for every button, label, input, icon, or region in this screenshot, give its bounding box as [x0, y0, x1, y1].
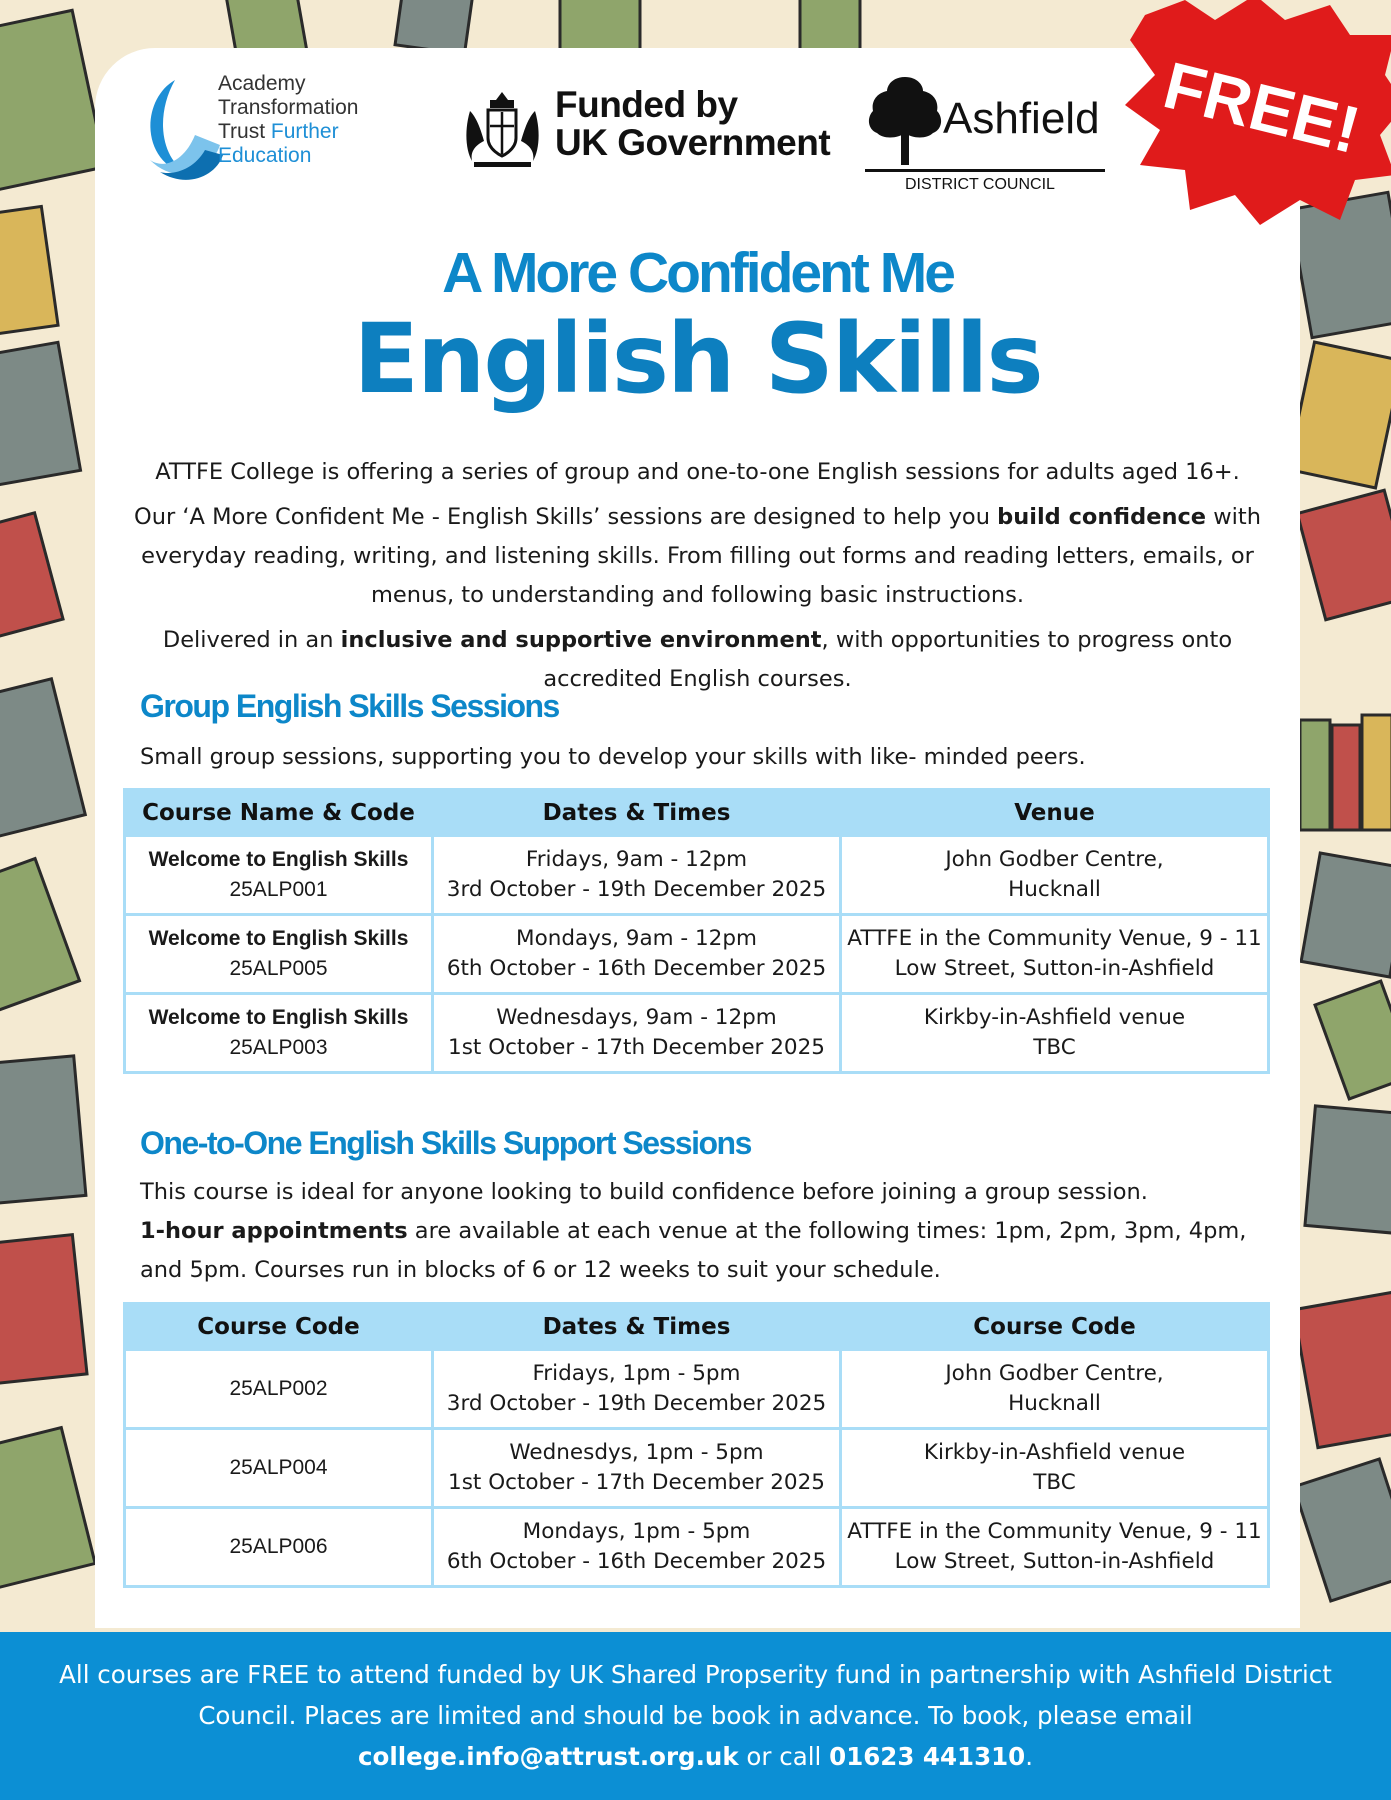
- session-time: Wednesdys, 1pm - 5pm: [509, 1440, 764, 1465]
- tree-icon: [865, 72, 945, 167]
- venue-cell: [841, 1429, 1269, 1508]
- attfe-logo: [135, 60, 435, 205]
- venue-line-1: ATTFE in the Community Venue, 9 - 11: [847, 926, 1262, 951]
- table-row: [125, 836, 1269, 915]
- footer-email-link[interactable]: college.info@attrust.org.uk: [357, 1742, 739, 1771]
- venue-cell: [841, 1508, 1269, 1587]
- course-code: 25ALP003: [229, 1036, 328, 1059]
- group-sessions-description: [140, 738, 1270, 777]
- column-header: Course Name & Code: [125, 790, 433, 836]
- dates-cell: [433, 1350, 841, 1429]
- session-dates: 6th October - 16th December 2025: [446, 1549, 827, 1574]
- footer-text: [0, 1632, 1391, 1777]
- venue-line-1: ATTFE in the Community Venue, 9 - 11: [847, 1519, 1262, 1544]
- one-desc-bold: 1-hour appointments: [140, 1218, 408, 1244]
- column-header: Venue: [841, 790, 1269, 836]
- group-desc-text: Small group sessions, supporting you to develop your skills with like- minded peers.: [140, 744, 1086, 770]
- course-code: 25ALP001: [229, 878, 328, 901]
- venue-line-2: Hucknall: [1008, 877, 1101, 902]
- column-header: Course Code: [125, 1304, 433, 1350]
- course-name: Welcome to English Skills: [148, 848, 409, 871]
- venue-line-1: Kirkby-in-Ashfield venue: [923, 1005, 1186, 1030]
- dates-cell: [433, 994, 841, 1073]
- session-time: Mondays, 9am - 12pm: [516, 926, 757, 951]
- venue-line-1: John Godber Centre,: [945, 1361, 1164, 1386]
- table-header-row: [125, 1304, 1269, 1350]
- council-subtitle: DISTRICT COUNCIL: [905, 176, 1055, 193]
- footer-banner: [0, 1632, 1391, 1800]
- course-code-cell: 25ALP002: [125, 1350, 433, 1429]
- course-name: Welcome to English Skills: [148, 1006, 409, 1029]
- intro-p2-bold: build confidence: [997, 504, 1207, 530]
- one-to-one-description: [140, 1173, 1270, 1290]
- footer-end: .: [1025, 1742, 1034, 1771]
- intro-p3-end: , with opportunities to progress onto accredited English courses.: [543, 627, 1233, 692]
- one-desc-line-2: [140, 1212, 1270, 1290]
- dates-cell: [433, 836, 841, 915]
- intro-p3-bold: inclusive and supportive environment: [340, 627, 822, 653]
- venue-cell: [841, 994, 1269, 1073]
- intro-paragraph-2: [115, 498, 1280, 615]
- session-dates: 3rd October - 19th December 2025: [446, 1391, 827, 1416]
- column-header: Dates & Times: [433, 790, 841, 836]
- free-badge: [1115, 0, 1391, 225]
- venue-line-2: Low Street, Sutton-in-Ashfield: [894, 1549, 1215, 1574]
- session-dates: 3rd October - 19th December 2025: [446, 877, 827, 902]
- venue-line-2: TBC: [1033, 1035, 1076, 1060]
- session-dates: 1st October - 17th December 2025: [448, 1035, 825, 1060]
- venue-line-2: TBC: [1033, 1470, 1076, 1495]
- council-name: Ashfield: [943, 94, 1100, 143]
- one-to-one-heading: One-to-One English Skills Support Sessions: [140, 1125, 751, 1161]
- session-dates: 6th October - 16th December 2025: [446, 956, 827, 981]
- intro-p3-start: Delivered in an: [162, 627, 341, 653]
- venue-cell: [841, 836, 1269, 915]
- free-badge-text: FREE!: [1156, 47, 1367, 168]
- ashfield-council-logo: [865, 72, 1125, 217]
- course-cell: [125, 994, 433, 1073]
- attfe-swoosh-icon: [135, 60, 225, 190]
- table-header-row: [125, 790, 1269, 836]
- royal-coat-of-arms-icon: [460, 86, 545, 171]
- gov-line-1: Funded by: [555, 84, 738, 125]
- session-time: Fridays, 9am - 12pm: [525, 847, 748, 872]
- session-time: Fridays, 1pm - 5pm: [532, 1361, 741, 1386]
- council-divider: [865, 169, 1105, 172]
- group-sessions-heading: Group English Skills Sessions: [140, 688, 559, 724]
- one-desc-line-1: This course is ideal for anyone looking to build confidence before joining a group session.: [140, 1179, 1148, 1205]
- session-time: Mondays, 1pm - 5pm: [522, 1519, 751, 1544]
- course-code-cell: 25ALP004: [125, 1429, 433, 1508]
- intro-paragraph-1: ATTFE College is offering a series of group and one-to-one English sessions for adults aged 16+.: [155, 459, 1240, 485]
- dates-cell: [433, 1429, 841, 1508]
- attfe-line-3b: Further Education: [218, 120, 339, 167]
- venue-line-2: Low Street, Sutton-in-Ashfield: [894, 956, 1215, 981]
- attfe-line-1: Academy: [218, 72, 306, 95]
- attfe-line-2: Transformation: [218, 96, 359, 119]
- intro-text: [115, 453, 1280, 705]
- course-cell: [125, 915, 433, 994]
- one-to-one-table: [123, 1302, 1270, 1588]
- footer-phone-link[interactable]: 01623 441310: [829, 1742, 1026, 1771]
- venue-cell: [841, 915, 1269, 994]
- page-subtitle: A More Confident Me: [442, 241, 953, 305]
- gov-line-2: UK Government: [555, 122, 831, 163]
- venue-line-1: John Godber Centre,: [945, 847, 1164, 872]
- table-row: [125, 994, 1269, 1073]
- course-name: Welcome to English Skills: [148, 927, 409, 950]
- venue-line-1: Kirkby-in-Ashfield venue: [923, 1440, 1186, 1465]
- attfe-line-3a: Trust: [218, 120, 266, 143]
- group-sessions-table: [123, 788, 1270, 1074]
- column-header: Dates & Times: [433, 1304, 841, 1350]
- venue-cell: [841, 1350, 1269, 1429]
- intro-p2-end: with everyday reading, writing, and listening skills. From filling out forms and reading letters, emails, or menus, to understanding and following basic instructions.: [141, 504, 1261, 608]
- flyer-card: [95, 48, 1300, 1628]
- one-desc-rest: are available at each venue at the following times: 1pm, 2pm, 3pm, 4pm, and 5pm. Courses run in blocks of 6 or 12 weeks to suit your schedule.: [140, 1218, 1247, 1283]
- column-header: Course Code: [841, 1304, 1269, 1350]
- dates-cell: [433, 915, 841, 994]
- session-time: Wednesdays, 9am - 12pm: [496, 1005, 777, 1030]
- course-cell: [125, 836, 433, 915]
- table-row: [125, 915, 1269, 994]
- session-dates: 1st October - 17th December 2025: [448, 1470, 825, 1495]
- course-code-cell: 25ALP006: [125, 1508, 433, 1587]
- footer-mid: or call: [738, 1742, 830, 1771]
- intro-p2-start: Our ‘A More Confident Me - English Skills’ sessions are designed to help you: [134, 504, 998, 530]
- page-title: English Skills: [353, 303, 1042, 415]
- table-row: [125, 1350, 1269, 1429]
- table-row: [125, 1429, 1269, 1508]
- dates-cell: [433, 1508, 841, 1587]
- footer-body: All courses are FREE to attend funded by UK Shared Propserity fund in partnership with Ashfield District Council. Places are limited and should be book in advance. To book, please email: [59, 1660, 1332, 1730]
- uk-government-logo: [460, 86, 840, 186]
- venue-line-2: Hucknall: [1008, 1391, 1101, 1416]
- course-code: 25ALP005: [229, 957, 328, 980]
- table-row: [125, 1508, 1269, 1587]
